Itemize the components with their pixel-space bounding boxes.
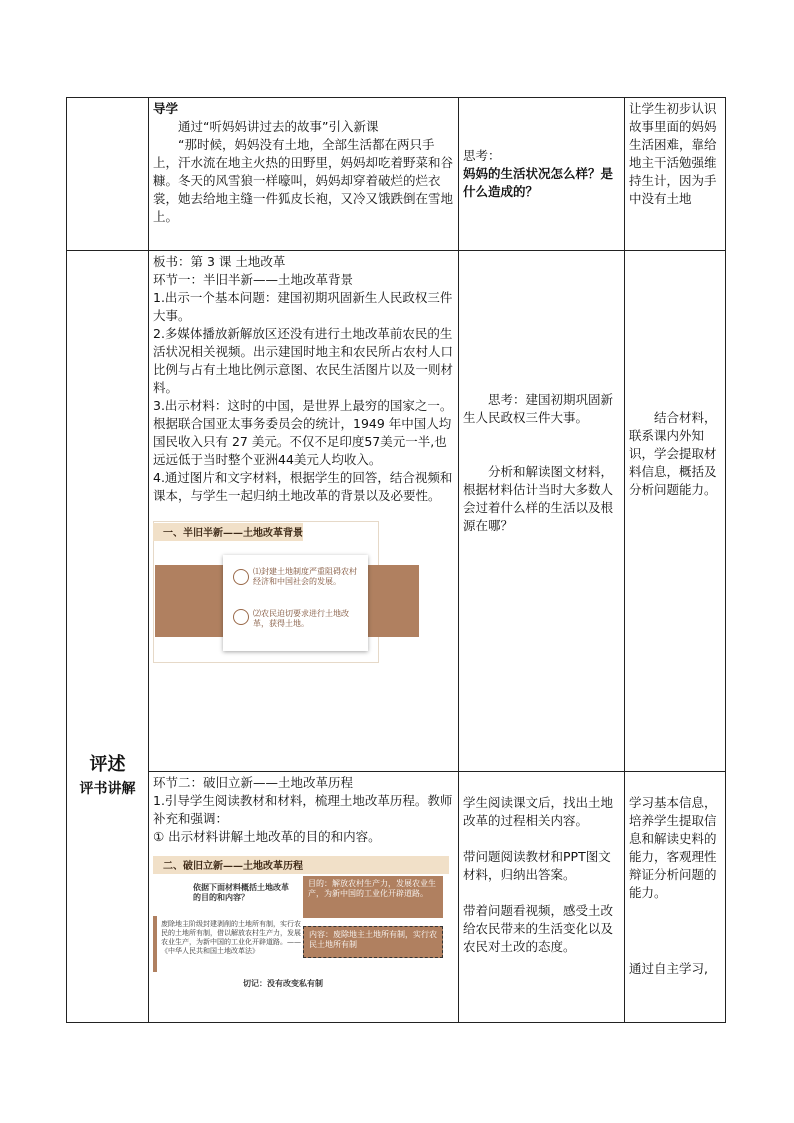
student-think-1: 思考：建国初期巩固新生人民政权三件大事。	[463, 392, 614, 425]
teacher-activity-background	[149, 251, 459, 772]
design-purpose-intro	[625, 98, 726, 251]
slide-point-2: ⑵农民迫切要求进行土地改革，获得土地。	[253, 609, 349, 628]
money-bag-icon	[233, 569, 249, 585]
slide2-banner-text: 二、破旧立新——土地改革历程	[163, 861, 303, 872]
student-activity-background	[459, 251, 625, 772]
lesson-plan-table	[66, 97, 726, 1023]
row-background	[67, 251, 726, 772]
slide-banner-text: 一、半旧半新——土地改革背景	[163, 528, 303, 539]
slide2-question: 依据下面材料概括土地改革的目的和内容？	[193, 882, 289, 902]
process-step-1: 1.引导学生阅读教材和材料，梳理土地改革历程。教师补充和强调：	[153, 793, 453, 826]
design-purpose-process	[625, 772, 726, 1023]
intro-text: 通过“听妈妈讲过去的故事”引入新课	[178, 119, 379, 134]
plant-icon	[233, 609, 249, 625]
process-student-1: 学生阅读课文后，找出土地改革的过程相关内容。	[463, 795, 614, 828]
heading-daoxue: 导学	[153, 101, 179, 116]
slide-card	[223, 555, 368, 651]
slide2-footer: 切记：没有改变私有制	[243, 978, 323, 988]
slide-point-1: ⑴封建土地制度严重阻碍农村经济和中国社会的发展。	[253, 567, 357, 586]
step-2: 2.多媒体播放新解放区还没有进行土地改革前农民的生活状况相关视频。出示建国时地主和农民所占农村人口比例与占有土地比例示意图、农民生活图片以及一则材料。	[153, 326, 454, 395]
purpose-process-2: 通过自主学习,	[629, 961, 708, 976]
slide-process-image	[153, 852, 449, 992]
section-one-title: 环节一：半旧半新——土地改革背景	[153, 272, 354, 287]
board-title: 板书：第 3 课 土地改革	[153, 254, 286, 269]
slide2-goal-box: 目的：解放农村生产力，发展农业生产，为新中国的工业化开辟道路。	[303, 876, 443, 918]
row-process	[67, 772, 726, 1023]
student-think-label: 思考：	[463, 148, 501, 163]
process-student-2: 带问题阅读教材和PPT图文材料，归纳出答案。	[463, 849, 611, 882]
stage-cell-blank	[67, 98, 149, 251]
student-activity-process	[459, 772, 625, 1023]
student-activity-intro	[459, 98, 625, 251]
purpose-process-1: 学习基本信息，培养学生提取信息和解读史料的能力，客观理性辩证分析问题的能力。	[629, 795, 717, 900]
step-1: 1.出示一个基本问题：建国初期巩固新生人民政权三件大事。	[153, 290, 453, 323]
purpose-background-text: 结合材料，联系课内外知识，学会提取材料信息，概括及分析问题能力。	[629, 410, 717, 497]
student-analyze: 分析和解读图文材料，根据材料估计当时大多数人会过着什么样的生活以及根源在哪？	[463, 464, 614, 533]
student-question: 妈妈的生活状况怎么样？是什么造成的？	[463, 166, 614, 199]
step-3: 3.出示材料：这时的中国，是世界上最穷的国家之一。根据联合国亚太事务委员会的统计，1949 年中国人均国民收入只有 27 美元。不仅不足印度57美元一半,也远远低于当时整个亚洲44美元人均收入。	[153, 398, 453, 467]
row-intro	[67, 98, 726, 251]
slide-background-image	[153, 521, 443, 669]
story-text: “那时候，妈妈没有土地，全部生活都在两只手上，汗水流在地主火热的田野里，妈妈却吃着野菜和谷糠。冬天的风雪狼一样嚎叫，妈妈却穿着破烂的烂衣裳，她去给地主缝一件狐皮长袍，又冷又饿跌倒在雪地上。	[153, 137, 454, 224]
stage-title: 评述	[89, 753, 126, 775]
design-purpose-background	[625, 251, 726, 772]
slide2-accent	[153, 916, 157, 972]
process-student-3: 带着问题看视频，感受土改给农民带来的生活变化以及农民对土改的态度。	[463, 903, 614, 954]
slide2-content-box: 内容：废除地主土地所有制，实行农民土地所有制	[303, 926, 443, 958]
stage-cell	[67, 251, 149, 1023]
step-4: 4.通过图片和文字材料，根据学生的回答，结合视频和课本，与学生一起归纳土地改革的背景以及必要性。	[153, 470, 453, 503]
section-two-title: 环节二：破旧立新——土地改革历程	[153, 775, 354, 790]
teacher-activity-process	[149, 772, 459, 1023]
process-step-2: ① 出示材料讲解土地改革的目的和内容。	[153, 829, 381, 844]
teacher-activity-intro	[149, 98, 459, 251]
slide2-quote: 废除地主阶级封建剥削的土地所有制，实行农民的土地所有制，借以解放农村生产力，发展农业生产，为新中国的工业化开辟道路。——《中华人民共和国土地改革法》	[161, 920, 301, 955]
purpose-intro-text: 让学生初步认识故事里面的妈妈生活困难，靠给地主干活勉强维持生计，因为手中没有土地	[629, 101, 717, 206]
stage-subtitle: 评书讲解	[79, 780, 136, 797]
